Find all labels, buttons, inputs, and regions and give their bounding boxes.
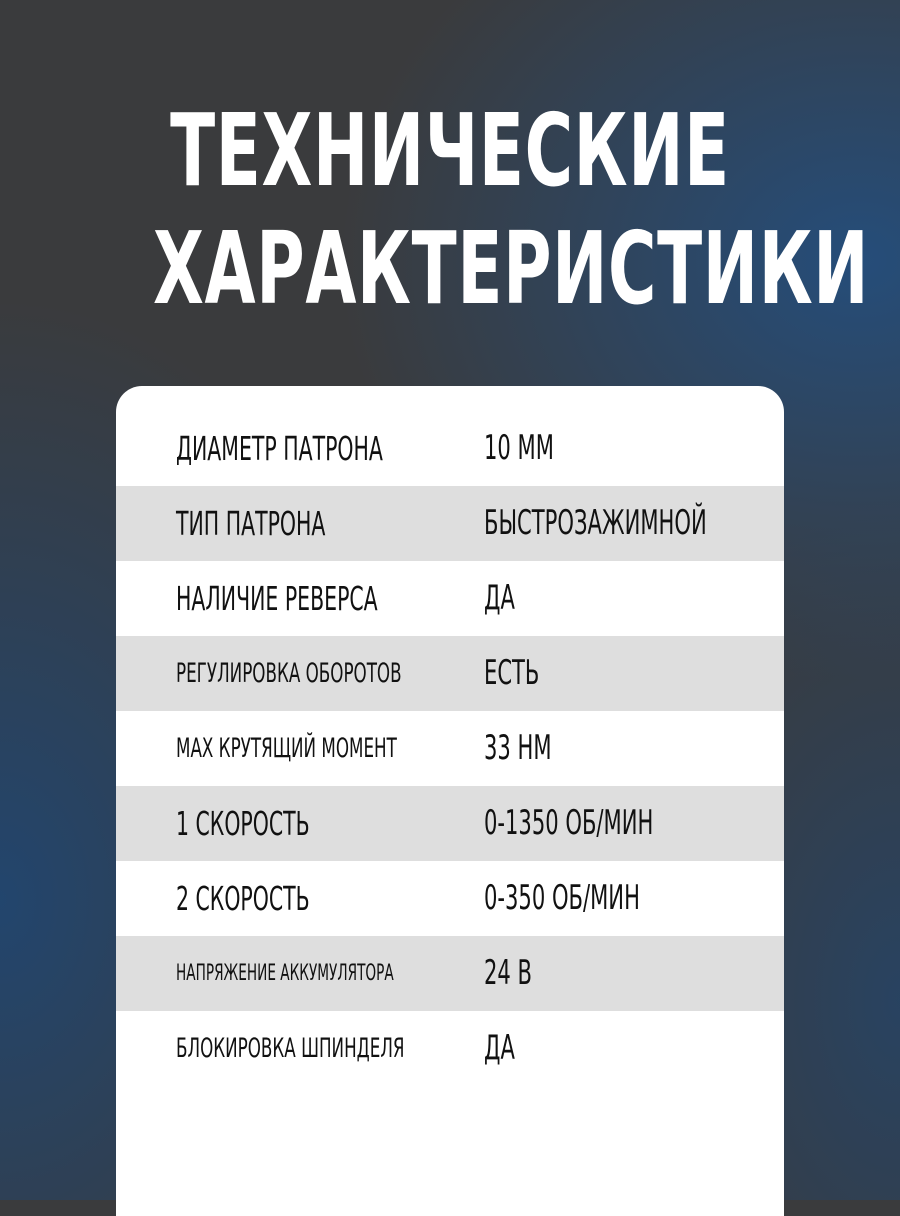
spec-row — [116, 411, 784, 486]
spec-label: ДИАМЕТР ПАТРОНА — [176, 429, 383, 468]
spec-label: БЛОКИРОВКА ШПИНДЕЛЯ — [176, 1033, 405, 1064]
spec-value: 0-1350 ОБ/МИН — [484, 803, 654, 843]
spec-label: MAX КРУТЯЩИЙ МОМЕНТ — [176, 733, 397, 764]
spec-row — [116, 786, 784, 861]
spec-label: 1 СКОРОСТЬ — [176, 804, 310, 843]
spec-value: 0-350 ОБ/МИН — [484, 878, 640, 918]
spec-row — [116, 711, 784, 786]
spec-label: НАЛИЧИЕ РЕВЕРСА — [176, 579, 378, 618]
spec-row — [116, 1011, 784, 1086]
spec-value: ДА — [484, 1028, 515, 1068]
spec-value: 24 В — [484, 953, 532, 993]
spec-value: 10 ММ — [484, 428, 554, 468]
spec-row — [116, 861, 784, 936]
specs-card — [116, 386, 784, 1216]
spec-value: БЫСТРОЗАЖИМНОЙ — [484, 503, 707, 543]
spec-row — [116, 636, 784, 711]
spec-value: ДА — [484, 578, 515, 618]
spec-row — [116, 936, 784, 1011]
spec-label: ТИП ПАТРОНА — [176, 504, 326, 543]
spec-row — [116, 486, 784, 561]
title-line-2: ХАРАКТЕРИСТИКИ — [153, 210, 870, 327]
page-title — [153, 92, 870, 328]
spec-label: НАПРЯЖЕНИЕ АККУМУЛЯТОРА — [176, 961, 394, 986]
spec-value: ЕСТЬ — [484, 653, 540, 693]
spec-value: 33 НМ — [484, 728, 552, 768]
title-line-1: ТЕХНИЧЕСКИЕ — [170, 92, 730, 209]
specs-table — [116, 411, 784, 1086]
spec-label: 2 СКОРОСТЬ — [176, 879, 310, 918]
spec-label: РЕГУЛИРОВКА ОБОРОТОВ — [176, 658, 402, 689]
spec-row — [116, 561, 784, 636]
